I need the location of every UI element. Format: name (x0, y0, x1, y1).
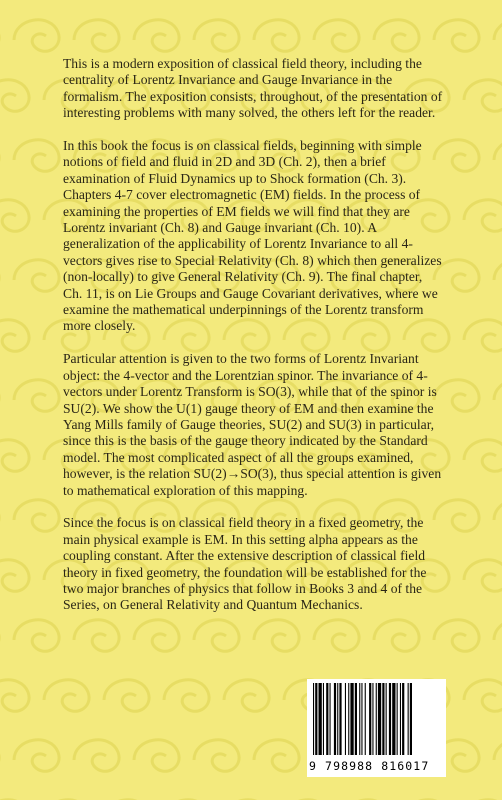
barcode-bar-0 (313, 683, 314, 755)
pattern-swirl-119 (494, 620, 502, 651)
pattern-swirl-71 (14, 380, 59, 411)
pattern-swirl-108 (464, 560, 502, 591)
pattern-swirl-16 (314, 20, 359, 51)
barcode-bar-18 (376, 683, 377, 755)
barcode-bar-15 (365, 683, 366, 755)
pattern-swirl-80 (0, 440, 29, 471)
pattern-swirl-132 (74, 740, 119, 771)
pattern-swirl-133 (134, 740, 179, 771)
pattern-swirl-99 (494, 500, 502, 531)
barcode-bar-22 (389, 683, 391, 755)
pattern-swirl-60 (0, 320, 29, 351)
barcode-bar-17 (372, 683, 373, 755)
pattern-swirl-128 (464, 680, 502, 711)
barcode-bar-11 (350, 683, 353, 755)
pattern-swirl-123 (164, 680, 209, 711)
barcode-bar-14 (361, 683, 362, 755)
pattern-swirl-31 (14, 140, 59, 171)
pattern-swirl-139 (494, 740, 502, 771)
pattern-swirl-134 (194, 740, 239, 771)
pattern-swirl-79 (494, 380, 502, 411)
barcode-bar-6 (334, 683, 336, 755)
barcode-bar-4 (326, 683, 328, 755)
pattern-swirl-100 (0, 560, 29, 591)
pattern-swirl-111 (14, 620, 59, 651)
barcode-bar-21 (386, 683, 387, 755)
pattern-swirl-15 (254, 20, 299, 51)
pattern-swirl-59 (494, 260, 502, 291)
pattern-swirl-19 (494, 20, 502, 51)
barcode-bar-8 (339, 683, 341, 755)
pattern-swirl-131 (14, 740, 59, 771)
barcode-bar-10 (348, 683, 349, 755)
pattern-swirl-17 (374, 20, 419, 51)
pattern-swirl-51 (14, 260, 59, 291)
pattern-swirl-20 (0, 80, 29, 111)
barcode-bar-2 (319, 683, 322, 755)
pattern-swirl-18 (434, 20, 479, 51)
pattern-swirl-135 (254, 740, 299, 771)
pattern-swirl-14 (194, 20, 239, 51)
pattern-swirl-12 (74, 20, 119, 51)
pattern-swirl-48 (464, 200, 502, 231)
barcode-bar-23 (392, 683, 395, 755)
pattern-swirl-91 (14, 500, 59, 531)
pattern-swirl-122 (104, 680, 149, 711)
isbn-barcode (307, 679, 446, 777)
barcode-bar-27 (408, 683, 409, 755)
barcode-bars (307, 679, 446, 763)
blurb-paragraph-2: In this book the focus is on classical fields, beginning with simple notions of field and fluid in 2D and 3D (Ch. 2), then a brief examination of Fluid Dynamics up to Shock formation (Ch. 3). Chapters 4-7 cover electromagnetic (EM) fields. In the process of examining the properties of EM fields we will find that they are Lorentz invariant (Ch. 8) and Gauge invariant (Ch. 10). A generalization of the applicability of Lorentz Invariance to all 4-vectors gives rise to Special Relativity (Ch. 8) which then generalizes (non-locally) to give General Relativity (Ch. 9). The final chapter, Ch. 11, is on Lie Groups and Gauge Covariant derivatives, where we examine the mathematical underpinnings of the Lorentz transform more closely. (63, 138, 442, 334)
barcode-bar-13 (359, 683, 360, 755)
barcode-bar-16 (369, 683, 371, 755)
barcode-bar-19 (378, 683, 381, 755)
barcode-bar-9 (345, 683, 346, 755)
pattern-swirl-68 (464, 320, 502, 351)
pattern-swirl-88 (464, 440, 502, 471)
barcode-bar-20 (382, 683, 384, 755)
blurb-paragraph-1: This is a modern exposition of classical field theory, including the centrality of Lorentz Invariance and Gauge Invariance in the formalism. The exposition consists, throughout, of the presentation of interesting problems with many solved, the others left for the reader. (63, 56, 443, 121)
blurb-paragraph-3: Particular attention is given to the two forms of Lorentz Invariant object: the 4-vector and the Lorentzian spinor. The invariance of 4-vectors under Lorentz Transform is SO(3), while that of the spinor is SU(2). We show the U(1) gauge theory of EM and then examine the Yang Mills family of Gauge theories, SU(2) and SU(3) in particular, since this is the basis of the gauge theory indicated by the Standard model. The most complicated aspect of all the groups examined, however, is the relation SU(2)→SO(3), thus special attention is given to mathematical exploration of this mapping. (63, 351, 442, 498)
blurb-paragraph-4: Since the focus is on classical field theory in a fixed geometry, the main physical example is EM. In this setting alpha appears as the coupling constant. After the extensive description of classical field theory in fixed geometry, the foundation will be established for the two major branches of physics that follow in Books 3 and 4 of the Series, on General Relativity and Quantum Mechanics. (63, 515, 427, 613)
pattern-swirl-28 (464, 80, 502, 111)
barcode-bar-24 (397, 683, 398, 755)
pattern-swirl-39 (494, 140, 502, 171)
barcode-bar-12 (355, 683, 357, 755)
barcode-bar-3 (323, 683, 324, 755)
blurb (63, 56, 443, 630)
barcode-bar-28 (410, 683, 412, 755)
barcode-bar-25 (400, 683, 401, 755)
pattern-swirl-40 (0, 200, 29, 231)
pattern-swirl-11 (14, 20, 59, 51)
pattern-swirl-121 (44, 680, 89, 711)
barcode-bar-26 (402, 683, 404, 755)
barcode-bar-5 (330, 683, 331, 755)
pattern-swirl-124 (224, 680, 269, 711)
barcode-bar-7 (337, 683, 338, 755)
pattern-swirl-13 (134, 20, 179, 51)
barcode-digits: 9 798988 816017 (309, 759, 430, 773)
barcode-bar-1 (315, 683, 317, 755)
pattern-swirl-120 (0, 680, 29, 711)
